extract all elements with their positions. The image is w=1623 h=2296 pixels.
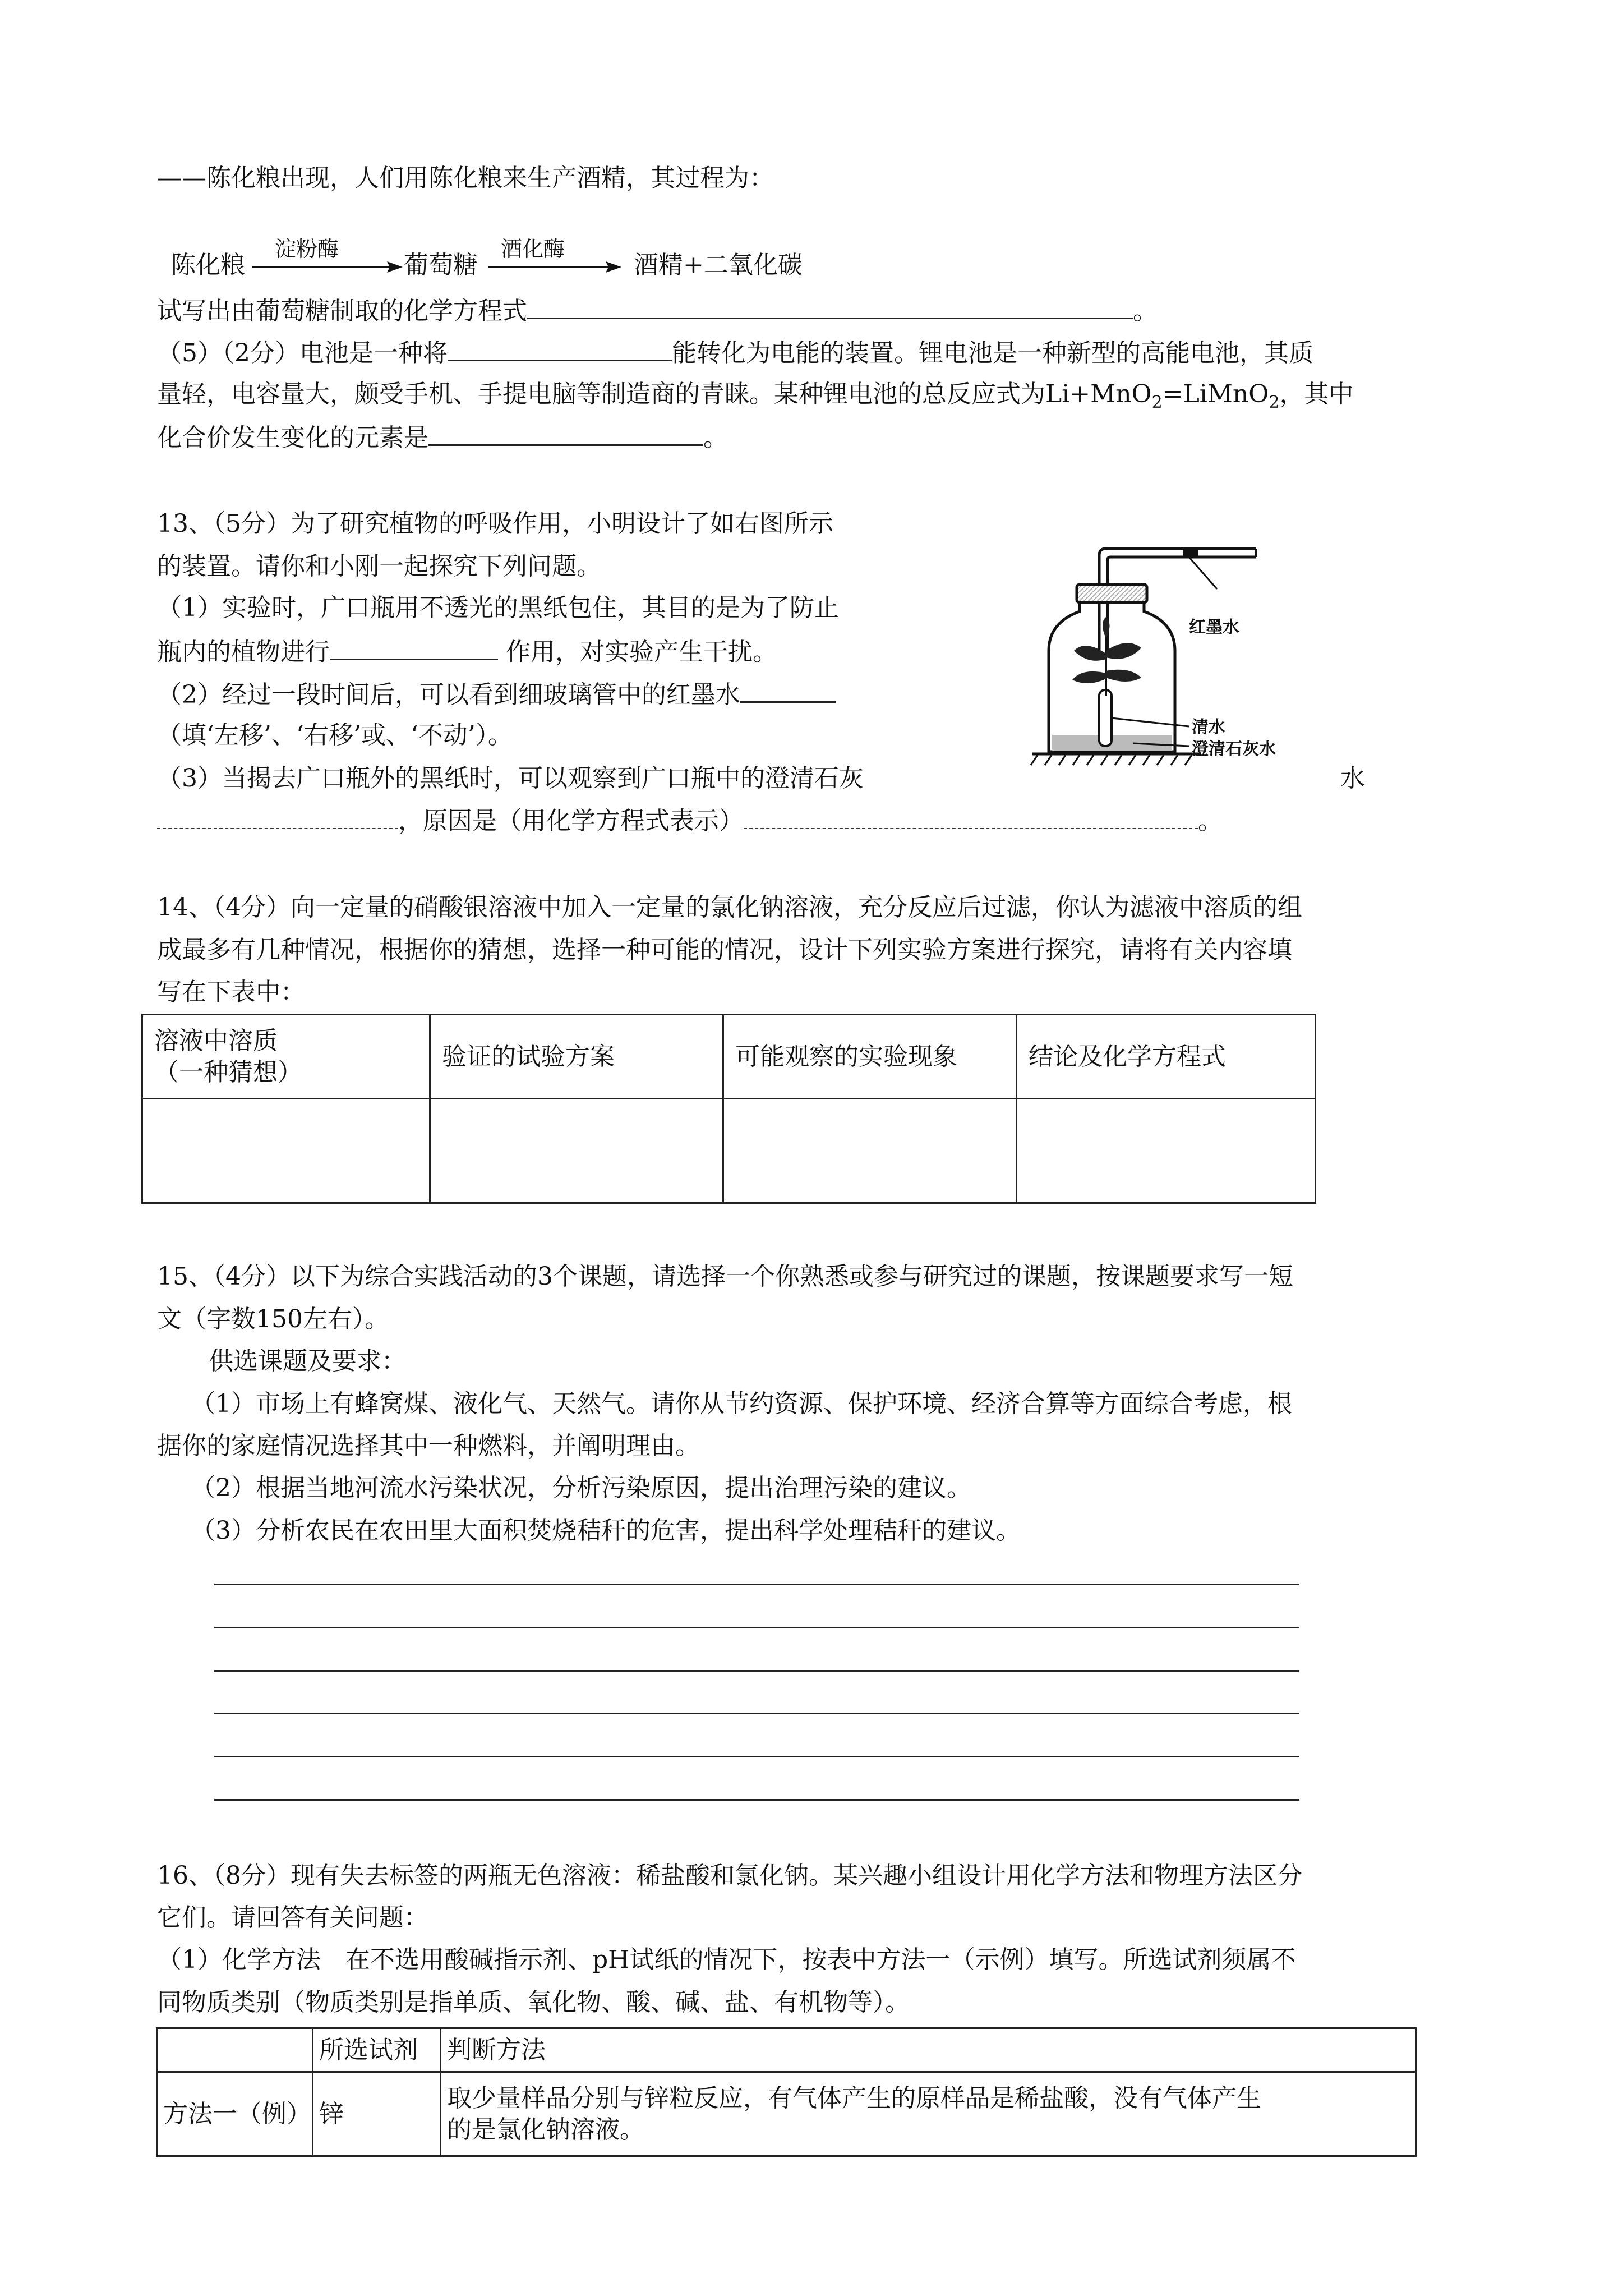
q16-example-judge-l2: 的是氯化钠溶液。 bbox=[447, 2115, 644, 2144]
q16-line2: 它们。请回答有关问题： bbox=[157, 1903, 428, 1932]
q15-line4: （1）市场上有蜂窝煤、液化气、天然气。请你从节约资源、保护环境、经济合算等方面综合考虑，根 bbox=[191, 1389, 1292, 1418]
q13-line4 bbox=[157, 636, 777, 667]
q13-line1: 13、（5分）为了研究植物的呼吸作用，小明设计了如右图所示 bbox=[157, 509, 833, 538]
q12-5-sub2: 2 bbox=[1269, 392, 1280, 412]
q12-5-text-b: 能转化为电能的装置。锂电池是一种新型的高能电池，其质 bbox=[672, 339, 1313, 367]
q13-line6: （填‘左移’、‘右移’或、‘不动’）。 bbox=[157, 721, 513, 749]
q16-table bbox=[156, 2027, 1417, 2157]
q13-1-blank[interactable] bbox=[330, 636, 498, 660]
q16-header-method bbox=[157, 2028, 313, 2072]
water-label: 清水 bbox=[1192, 717, 1225, 737]
q14-cell-conclusion[interactable] bbox=[1017, 1099, 1316, 1203]
q16-example-judge-l1: 取少量样品分别与锌粒反应，有气体产生的原样品是稀盐酸，没有气体产生 bbox=[447, 2083, 1261, 2113]
q14-line2: 成最多有几种情况，根据你的猜想，选择一种可能的情况，设计下列实验方案进行探究，请将有关内容填 bbox=[157, 936, 1292, 964]
q15-answer-line-2[interactable] bbox=[214, 1627, 1299, 1628]
q15-line2: 文（字数150左右）。 bbox=[157, 1305, 389, 1333]
chain-end: 酒精+二氧化碳 bbox=[634, 251, 803, 279]
q16-example-method: 方法一（例） bbox=[157, 2072, 313, 2156]
red-ink-label: 红墨水 bbox=[1189, 618, 1239, 637]
q12-4-end: 。 bbox=[1133, 297, 1158, 325]
q12-5-text-a: （5）（2分）电池是一种将 bbox=[157, 339, 448, 367]
q15-answer-line-4[interactable] bbox=[214, 1713, 1299, 1714]
q16-header-reagent: 所选试剂 bbox=[313, 2028, 441, 2072]
q13-3-equation-blank[interactable] bbox=[744, 806, 1198, 829]
q15-line6: （2）根据当地河流水污染状况，分析污染原因，提出治理污染的建议。 bbox=[191, 1474, 971, 1502]
q15-answer-line-3[interactable] bbox=[214, 1670, 1299, 1672]
q13-text-b: 作用，对实验产生干扰。 bbox=[506, 638, 777, 666]
q13-3-observation-blank[interactable] bbox=[157, 806, 398, 829]
q12-4-text: 试写出由葡萄糖制取的化学方程式 bbox=[157, 297, 527, 325]
q14-cell-phenomenon[interactable] bbox=[723, 1099, 1017, 1203]
q12-5-sub1: 2 bbox=[1151, 392, 1163, 412]
reaction-arrow-1 bbox=[252, 259, 404, 276]
respiration-apparatus-figure bbox=[1021, 539, 1335, 774]
q13-line7: （3）当揭去广口瓶外的黑纸时，可以观察到广口瓶中的澄清石灰 bbox=[157, 764, 864, 793]
q13-text-c: （2）经过一段时间后，可以看到细玻璃管中的红墨水 bbox=[157, 680, 740, 709]
q13-text-a: 瓶内的植物进行 bbox=[157, 638, 330, 666]
enzyme-2-label: 酒化酶 bbox=[501, 237, 565, 261]
q13-2-blank[interactable] bbox=[740, 679, 836, 703]
q13-text-d: ，原因是（用化学方程式表示） bbox=[398, 807, 744, 835]
q13-text-e: 。 bbox=[1198, 807, 1223, 835]
q12-5-formula-a: 量轻，电容量大，颇受手机、手提电脑等制造商的青睐。某种锂电池的总反应式为Li+MnO bbox=[157, 380, 1152, 408]
q12-5-formula-c: ，其中 bbox=[1279, 380, 1354, 408]
q14-header-solute bbox=[142, 1015, 430, 1099]
q14-header-conclusion: 结论及化学方程式 bbox=[1017, 1015, 1316, 1099]
q12-5-line1 bbox=[157, 337, 1313, 368]
reaction-arrow-2 bbox=[488, 259, 623, 276]
q12-5-element-blank[interactable] bbox=[428, 422, 703, 446]
enzyme-1-label: 淀粉酶 bbox=[275, 237, 339, 261]
q14-header-plan: 验证的试验方案 bbox=[430, 1015, 723, 1099]
q14-header-solute-l1: 溶液中溶质 bbox=[154, 1026, 278, 1055]
q14-header-phenomenon: 可能观察的实验现象 bbox=[723, 1015, 1017, 1099]
q16-line4: 同物质类别（物质类别是指单质、氧化物、酸、碱、盐、有机物等）。 bbox=[157, 1988, 910, 2017]
q15-line5: 据你的家庭情况选择其中一种燃料，并阐明理由。 bbox=[157, 1432, 700, 1460]
q15-answer-line-6[interactable] bbox=[214, 1799, 1299, 1801]
q16-header-judge: 判断方法 bbox=[441, 2028, 1416, 2072]
q13-line7-end: 水 bbox=[1340, 764, 1365, 793]
q15-answer-line-1[interactable] bbox=[214, 1584, 1299, 1585]
q14-cell-solute[interactable] bbox=[142, 1099, 430, 1203]
q13-line3: （1）实验时，广口瓶用不透光的黑纸包住，其目的是为了防止 bbox=[157, 593, 839, 622]
q12-4-prompt bbox=[157, 295, 1158, 326]
q12-5-line2 bbox=[157, 380, 1353, 417]
q13-line5 bbox=[157, 679, 836, 710]
q12-5-text-c: 化合价发生变化的元素是 bbox=[157, 424, 428, 452]
q14-line1: 14、（4分）向一定量的硝酸银溶液中加入一定量的氯化钠溶液，充分反应后过滤，你认为滤液中溶质的组 bbox=[157, 893, 1302, 922]
q16-line3: （1）化学方法 在不选用酸碱指示剂、pH试纸的情况下，按表中方法一（示例）填写。所选试剂须属不 bbox=[157, 1945, 1296, 1974]
q15-line1: 15、（4分）以下为综合实践活动的3个课题，请选择一个你熟悉或参与研究过的课题，按课题要求写一短 bbox=[157, 1262, 1293, 1291]
q13-line8 bbox=[157, 806, 1223, 836]
q16-line1: 16、（8分）现有失去标签的两瓶无色溶液：稀盐酸和氯化钠。某兴趣小组设计用化学方法和物理方法区分 bbox=[157, 1861, 1302, 1890]
q15-line7: （3）分析农民在农田里大面积焚烧秸秆的危害，提出科学处理秸秆的建议。 bbox=[191, 1516, 1021, 1545]
q16-example-reagent: 锌 bbox=[313, 2072, 441, 2156]
chain-start: 陈化粮 bbox=[171, 251, 245, 279]
q15-answer-line-5[interactable] bbox=[214, 1756, 1299, 1757]
q14-table bbox=[141, 1014, 1316, 1204]
q12-5-line3 bbox=[157, 422, 728, 453]
q12-5-end: 。 bbox=[703, 424, 728, 452]
chain-middle: 葡萄糖 bbox=[404, 251, 478, 279]
q15-line3: 供选课题及要求： bbox=[209, 1347, 406, 1375]
q14-cell-plan[interactable] bbox=[430, 1099, 723, 1203]
limewater-label: 澄清石灰水 bbox=[1192, 739, 1276, 759]
q12-4-answer-blank[interactable] bbox=[527, 295, 1133, 319]
q13-line2: 的装置。请你和小刚一起探究下列问题。 bbox=[157, 552, 601, 581]
intro-line: ——陈化粮出现，人们用陈化粮来生产酒精，其过程为： bbox=[157, 164, 774, 192]
q14-header-solute-l2: （一种猜想） bbox=[154, 1057, 302, 1087]
q14-line3: 写在下表中： bbox=[157, 978, 305, 1006]
q12-5-energy-blank[interactable] bbox=[448, 337, 672, 361]
q12-5-formula-b: =LiMnO bbox=[1162, 380, 1269, 408]
q16-example-judge bbox=[441, 2072, 1416, 2156]
